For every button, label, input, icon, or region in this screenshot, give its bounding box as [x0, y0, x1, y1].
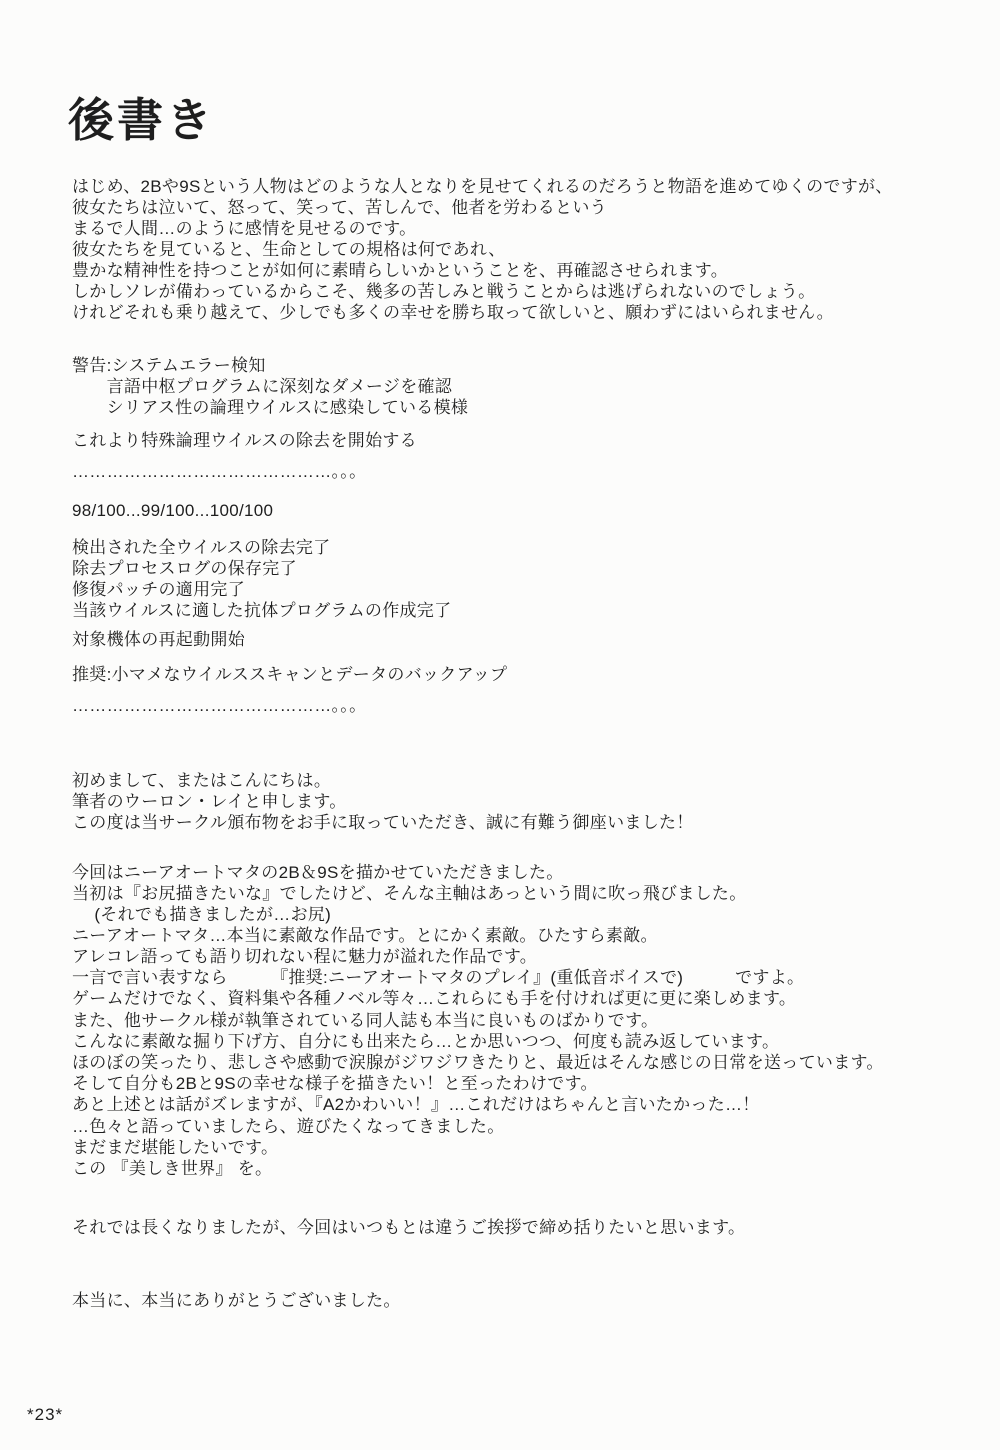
- paragraph-recommendation: [72, 664, 970, 685]
- paragraph-thanks: [72, 1290, 970, 1311]
- text-line: 98/100...99/100...100/100: [72, 501, 274, 520]
- text-line: まるで人間…のように感情を見せるのです。: [72, 219, 417, 238]
- text-line: ニーアオートマタ…本当に素敵な作品です。とにかく素敵。ひたすら素敵。: [72, 926, 658, 945]
- paragraph-restart: [72, 629, 970, 650]
- text-line: しかしソレが備わっているからこそ、幾多の苦しみと戦うことからは逃げられないのでしょう。: [72, 282, 816, 301]
- text-line: 一言で言い表すなら 『推奨:ニーアオートマタのプレイ』(重低音ボイスで) ですよ。: [72, 968, 805, 987]
- text-line: あと上述とは話がズレますが、『A2かわいい！』…これだけはちゃんと言いたかった…！: [72, 1095, 760, 1114]
- text-line: ………………………………………。。。: [72, 696, 367, 715]
- text-line: 検出された全ウイルスの除去完了: [72, 538, 331, 557]
- text-line: 推奨:小マメなウイルススキャンとデータのバックアップ: [72, 665, 508, 684]
- text-line: 言語中枢プログラムに深刻なダメージを確認: [72, 377, 453, 396]
- text-line: 除去プロセスログの保存完了: [72, 559, 297, 578]
- text-line: 初めまして、またはこんにちは。: [72, 771, 332, 790]
- paragraph-about-work: [72, 862, 970, 1009]
- text-line: シリアス性の論理ウイルスに感染している模様: [72, 398, 469, 417]
- paragraph-system-warning: [72, 355, 970, 418]
- text-line: そして自分も2Bと9Sの幸せな様子を描きたい！と至ったわけです。: [72, 1074, 598, 1093]
- text-line: 今回はニーアオートマタの2B＆9Sを描かせていただきました。: [72, 863, 564, 882]
- text-line: 当該ウイルスに適した抗体プログラムの作成完了: [72, 601, 452, 620]
- text-line: この度は当サークル頒布物をお手に取っていただき、誠に有難う御座いました！: [72, 813, 694, 832]
- text-line: 当初は『お尻描きたいな』でしたけど、そんな主軸はあっという間に吹っ飛びました。: [72, 884, 747, 903]
- text-line: まだまだ堪能したいです。: [72, 1138, 279, 1157]
- text-line: これより特殊論理ウイルスの除去を開始する: [72, 431, 417, 450]
- text-line: …色々と語っていましたら、遊びたくなってきました。: [72, 1117, 505, 1136]
- text-line: 警告:システムエラー検知: [72, 356, 266, 375]
- text-line: 彼女たちを見ていると、生命としての規格は何であれ、: [72, 240, 506, 259]
- text-line: アレコレ語っても語り切れない程に魅力が溢れた作品です。: [72, 947, 538, 966]
- text-line: こんなに素敵な掘り下げ方、自分にも出来たら…とか思いつつ、何度も読み返しています。: [72, 1032, 780, 1051]
- text-line: 対象機体の再起動開始: [72, 630, 245, 649]
- paragraph-play-more: [72, 1116, 970, 1179]
- paragraph-removal-start: [72, 430, 970, 451]
- page-number: *23*: [27, 1405, 64, 1424]
- progress-counter: [72, 500, 970, 521]
- text-line: ほのぼの笑ったり、悲しさや感動で涙腺がジワジワきたりと、最近はそんな感じの日常を送っています。: [72, 1053, 884, 1072]
- page-title: 後書き: [68, 93, 215, 146]
- paragraph-intro: [72, 176, 970, 323]
- paragraph-completion-log: [72, 537, 970, 621]
- paragraph-about-circles: [72, 1010, 970, 1115]
- ellipsis-line-2: [72, 695, 970, 716]
- text-line: 筆者のウーロン・レイと申します。: [72, 792, 347, 811]
- text-line: 修復パッチの適用完了: [72, 580, 245, 599]
- text-line: けれどそれも乗り越えて、少しでも多くの幸せを勝ち取って欲しいと、願わずにはいられません。: [72, 303, 834, 322]
- text-line: ゲームだけでなく、資料集や各種ノベル等々…これらにも手を付ければ更に更に楽しめます。: [72, 989, 797, 1008]
- text-line: この 『美しき世界』 を。: [72, 1159, 273, 1178]
- text-line: また、他サークル様が執筆されている同人誌も本当に良いものばかりです。: [72, 1011, 659, 1030]
- paragraph-greeting: [72, 770, 970, 833]
- text-line: それでは長くなりましたが、今回はいつもとは違うご挨拶で締め括りたいと思います。: [72, 1218, 746, 1237]
- text-line: ………………………………………。。。: [72, 462, 367, 481]
- text-line: 豊かな精神性を持つことが如何に素晴らしいかということを、再確認させられます。: [72, 261, 729, 280]
- text-line: 彼女たちは泣いて、怒って、笑って、苦しんで、他者を労わるという: [72, 198, 607, 217]
- text-line: はじめ、2Bや9Sという人物はどのような人となりを見せてくれるのだろうと物語を進めてゆくのですが、: [72, 177, 893, 196]
- text-line: (それでも描きましたが…お尻): [72, 905, 332, 924]
- paragraph-closing: [72, 1217, 970, 1238]
- text-line: 本当に、本当にありがとうございました。: [72, 1291, 401, 1310]
- ellipsis-line-1: [72, 461, 970, 482]
